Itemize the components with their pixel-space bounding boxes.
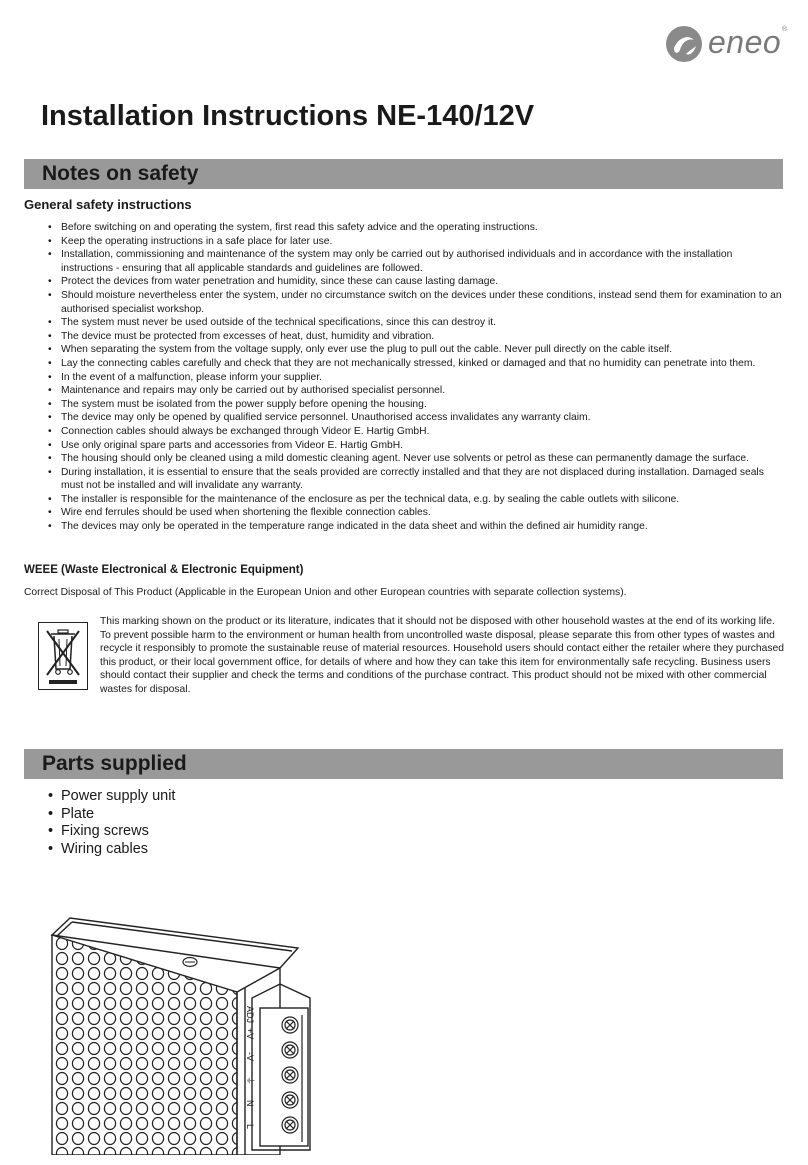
safety-item: • When separating the system from the voltage supply, only ever use the plug to pull out the cable. Never pull directly on the cable itself. (48, 343, 783, 357)
safety-item: • Lay the connecting cables carefully and check that they are not mechanically stressed, kinked or damaged and that no humidity can penetrate into them. (48, 357, 783, 371)
terminal-label: ⏚ (245, 1076, 255, 1086)
weee-symbol (38, 622, 88, 690)
section-bar-parts (24, 749, 783, 779)
safety-item: • During installation, it is essential to ensure that the seals provided are correctly installed and that they are not displaced during installation. Damaged seals must not be installed and will invalidate any warranty. (48, 466, 783, 493)
page-title: Installation Instructions NE-140/12V (41, 100, 535, 132)
safety-item: • Should moisture nevertheless enter the system, under no circumstance switch on the devices under these conditions, instead send them for examination to an authorised specialist workshop. (48, 289, 783, 316)
section-heading-safety: Notes on safety (42, 162, 199, 185)
power-supply-illustration (40, 880, 340, 1155)
eneo-logo (664, 22, 794, 68)
parts-item: • Wiring cables (48, 841, 175, 859)
parts-list (48, 788, 175, 858)
safety-item: • The device must be protected from excesses of heat, dust, humidity and vibration. (48, 330, 783, 344)
terminal-label: -V (245, 1052, 255, 1061)
weee-heading: WEEE (Waste Electronical & Electronic Equipment) (24, 564, 304, 576)
section-bar-safety (24, 159, 783, 189)
power-supply-drawing (40, 880, 340, 1155)
eneo-logo-text: eneo (708, 24, 782, 60)
terminal-screw-icon (282, 1067, 298, 1083)
safety-subheading: General safety instructions (24, 197, 192, 212)
safety-item: • The housing should only be cleaned using a mild domestic cleaning agent. Never use solvents or petrol as these can permanently damage the surface. (48, 452, 783, 466)
terminal-label: N (245, 1100, 255, 1107)
terminal-label: +V (245, 1028, 255, 1040)
safety-item: • The device may only be opened by qualified service personnel. Unauthorised access invalidates any warranty claim. (48, 411, 783, 425)
terminal-screw-icon (282, 1042, 298, 1058)
safety-item: • Connection cables should always be exchanged through Videor E. Hartig GmbH. (48, 425, 783, 439)
safety-item: • The devices may only be operated in the temperature range indicated in the data sheet and within the defined air humidity range. (48, 520, 783, 534)
terminal-screw-icon (282, 1017, 298, 1033)
section-heading-parts: Parts supplied (42, 752, 187, 775)
safety-item: • Maintenance and repairs may only be carried out by authorised specialist personnel. (48, 384, 783, 398)
parts-item: • Fixing screws (48, 823, 175, 841)
terminal-screw-icon (282, 1117, 298, 1133)
safety-item: • Installation, commissioning and maintenance of the system may only be carried out by authorised individuals and in accordance with the installation instructions - ensuring that all applicable standards and guidelines are followed. (48, 248, 783, 275)
safety-instructions-list (48, 221, 783, 534)
safety-item: • Wire end ferrules should be used when shortening the flexible connection cables. (48, 506, 783, 520)
crossed-bin-icon (39, 623, 87, 689)
parts-item: • Power supply unit (48, 788, 175, 806)
safety-item: • The installer is responsible for the maintenance of the enclosure as per the technical data, e.g. by sealing the cable outlets with silicone. (48, 493, 783, 507)
terminal-label: ADJ (245, 1006, 255, 1024)
terminal-screw-icon (282, 1092, 298, 1108)
weee-disposal-text: This marking shown on the product or its literature, indicates that it should not be disposed with other household wastes at the end of its working life. To prevent possible harm to the environment or human health from uncontrolled waste disposal, please separate this from other types of wastes and recycle it responsibly to promote the sustainable reuse of material resources. Household users should contact either the retailer where they purchased this product, or their local government office, for details of where and how they can take this item for environmentally safe recycling. Business users should contact their supplier and check the terms and conditions of the purchase contract. This product should not be mixed with other commercial wastes for disposal. (100, 616, 784, 695)
safety-item: • Before switching on and operating the system, first read this safety advice and the operating instructions. (48, 221, 783, 235)
safety-item: • The system must be isolated from the power supply before opening the housing. (48, 398, 783, 412)
safety-item: • The system must never be used outside of the technical specifications, since this can destroy it. (48, 316, 783, 330)
terminal-label: L (245, 1124, 255, 1130)
safety-item: • In the event of a malfunction, please inform your supplier. (48, 371, 783, 385)
safety-item: • Protect the devices from water penetration and humidity, since these can cause lasting damage. (48, 275, 783, 289)
parts-item: • Plate (48, 806, 175, 824)
safety-item: • Use only original spare parts and accessories from Videor E. Hartig GmbH. (48, 439, 783, 453)
weee-intro: Correct Disposal of This Product (Applicable in the European Union and other European countries with separate collection systems). (24, 587, 627, 598)
eneo-logo-mark-icon (664, 24, 704, 64)
registered-mark: ® (782, 26, 788, 33)
safety-item: • Keep the operating instructions in a safe place for later use. (48, 235, 783, 249)
